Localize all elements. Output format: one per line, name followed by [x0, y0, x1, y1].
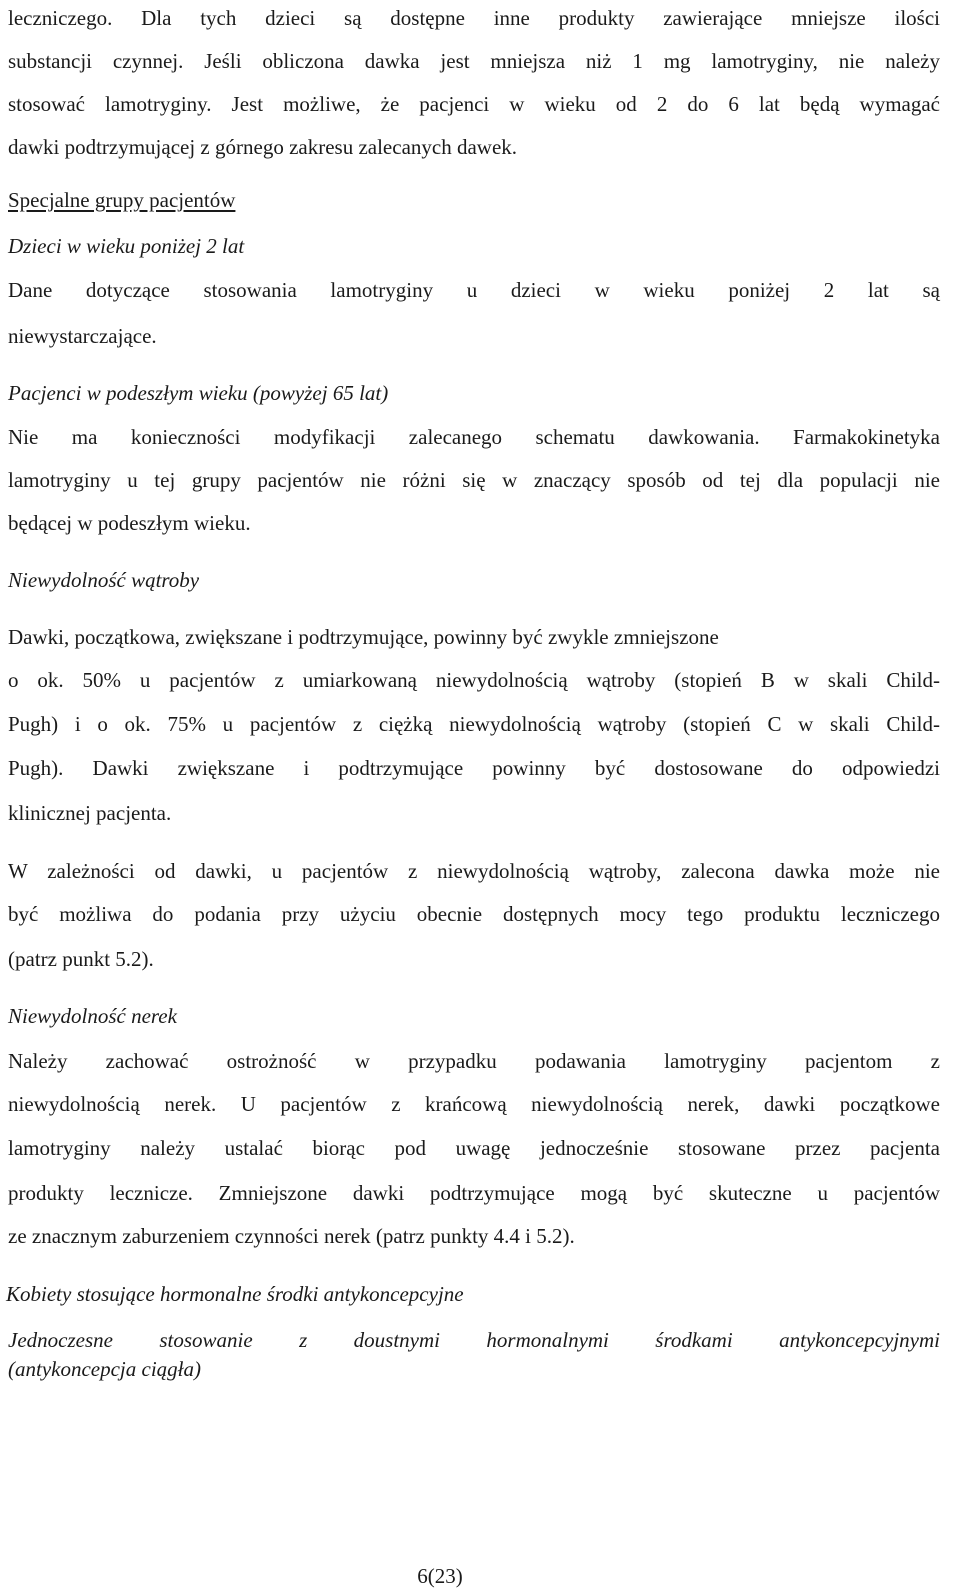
text-line: W zależności od dawki, u pacjentów z niewydolnością wątroby, zalecona dawka może nie	[8, 859, 940, 883]
section-heading: Specjalne grupy pacjentów	[8, 188, 236, 212]
text-line: niewystarczające.	[8, 324, 157, 348]
text-line: Nie ma konieczności modyfikacji zalecanego schematu dawkowania. Farmakokinetyka	[8, 425, 940, 449]
subsection-heading: Niewydolność wątroby	[8, 568, 200, 592]
text-line: stosować lamotryginy. Jest możliwe, że pacjenci w wieku od 2 do 6 lat będą wymagać	[8, 92, 940, 116]
text-line: (antykoncepcja ciągła)	[8, 1357, 201, 1381]
text-line: dawki podtrzymującej z górnego zakresu zalecanych dawek.	[8, 135, 518, 159]
text-line: Dane dotyczące stosowania lamotryginy u dzieci w wieku poniżej 2 lat są	[8, 278, 940, 302]
text-line: leczniczego. Dla tych dzieci są dostępne inne produkty zawierające mniejsze ilości	[8, 6, 940, 30]
subsection-heading: Dzieci w wieku poniżej 2 lat	[8, 234, 245, 258]
text-line: produkty lecznicze. Zmniejszone dawki podtrzymujące mogą być skuteczne u pacjentów	[8, 1181, 940, 1205]
text-line: Pugh). Dawki zwiększane i podtrzymujące powinny być dostosowane do odpowiedzi	[8, 756, 940, 780]
subsection-heading: Niewydolność nerek	[8, 1004, 177, 1028]
text-line: lamotryginy należy ustalać biorąc pod uwagę jednocześnie stosowane przez pacjenta	[8, 1136, 940, 1160]
text-line: niewydolnością nerek. U pacjentów z krańcową niewydolnością nerek, dawki początkowe	[8, 1092, 940, 1116]
text-line: będącej w podeszłym wieku.	[8, 511, 251, 535]
subsection-heading: Kobiety stosujące hormonalne środki antykoncepcyjne	[6, 1282, 464, 1306]
text-line: o ok. 50% u pacjentów z umiarkowaną niewydolnością wątroby (stopień B w skali Child-	[8, 668, 940, 692]
text-line: klinicznej pacjenta.	[8, 801, 172, 825]
text-line: Dawki, początkowa, zwiększane i podtrzymujące, powinny być zwykle zmniejszone	[8, 625, 719, 649]
text-line: ze znacznym zaburzeniem czynności nerek (patrz punkty 4.4 i 5.2).	[8, 1224, 575, 1248]
text-line: Należy zachować ostrożność w przypadku podawania lamotryginy pacjentom z	[8, 1049, 940, 1073]
text-line: Jednoczesne stosowanie z doustnymi hormonalnymi środkami antykoncepcyjnymi	[8, 1328, 940, 1352]
subsection-heading: Pacjenci w podeszłym wieku (powyżej 65 lat)	[8, 381, 389, 405]
text-line: być możliwa do podania przy użyciu obecnie dostępnych mocy tego produktu leczniczego	[8, 902, 940, 926]
text-line: (patrz punkt 5.2).	[8, 947, 154, 971]
text-line: lamotryginy u tej grupy pacjentów nie różni się w znaczący sposób od tej dla populacji nie	[8, 468, 940, 492]
page-number: 6(23)	[417, 1564, 463, 1588]
text-line: substancji czynnej. Jeśli obliczona dawka jest mniejsza niż 1 mg lamotryginy, nie należy	[8, 49, 940, 73]
text-line: Pugh) i o ok. 75% u pacjentów z ciężką niewydolnością wątroby (stopień C w skali Child-	[8, 712, 940, 736]
